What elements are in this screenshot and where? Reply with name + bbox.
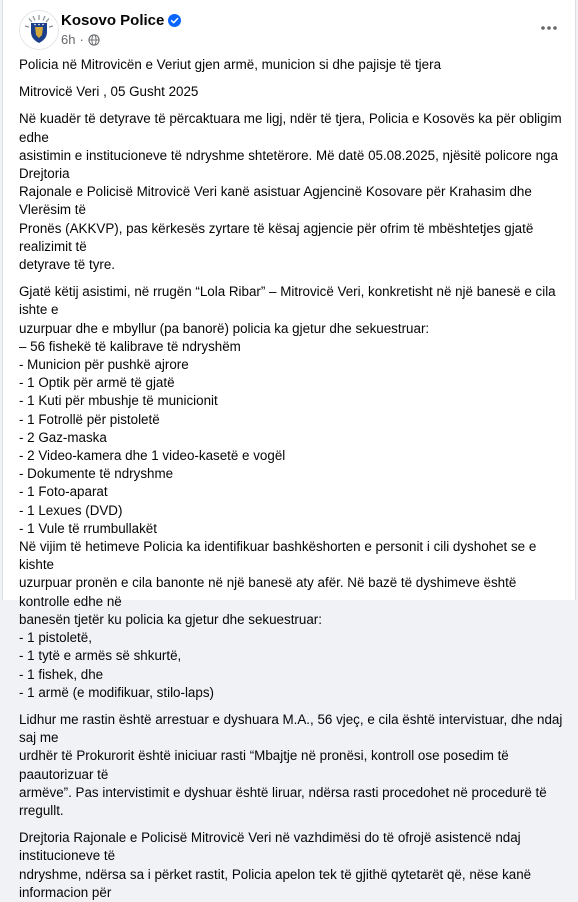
page-name[interactable]: Kosovo Police [61, 12, 165, 29]
page-avatar[interactable] [19, 10, 59, 50]
post-paragraph: Drejtoria Rajonale e Policisë Mitrovicë Veri në vazhdimësi do të ofrojë asistencë ndaj institucioneve të ndryshme, ndërsa sa i përket rastit, Policia apelon tek të gjithë qytetarët që, nëse kanë informacion për [19, 830, 532, 900]
post-paragraph: Lidhur me rastin është arrestuar e dyshuara M.A., 56 vjeç, e cila është intervistuar, dhe ndaj saj me urdhër të Prokurorit është iniciuar rasti “Mbajtje në pronësi, kontroll ose posedim të paautorizuar të armëve”. Pas intervistimit e dyshuar është liruar, ndërsa rasti procedohet në procedurë të rregullt. [19, 711, 563, 818]
post-meta [61, 32, 100, 47]
post-paragraph-seizure-list: Gjatë këtij asistimi, në rrugën “Lola Ribar” – Mitrovicë Veri, konkretisht në një banesë e cila ishte e uzurpuar dhe e mbyllur (pa banorë) policia ka gjetur dhe sekuestruar: – 56 fishekë të kalibrave të ndryshëm - Municion për pushkë ajrore - 1 Optik për armë të gjatë - 1 Kuti për mbushje të municionit - 1 Fotrollë për pistoletë - 2 Gaz-maska - 2 Video-kamera dhe 1 video-kasetë e vogël - Dokumente të ndryshme - 1 Foto-aparat - 1 Lexues (DVD) - 1 Vule të rrumbullakët Në vijim të hetimeve Policia ka identifikuar bashkëshorten e personit i cili dyshohet se e kishte uzurpuar pronën e cila banonte në një banesë aty afër. Në bazë të dyshimeve është kontrolle edhe në banesën tjetër ku policia ka gjetur dhe sekuestruar: - 1 pistoletë, - 1 tytë e armës së shkurtë, - 1 fishek, dhe - 1 armë (e modifikuar, stilo-laps) [19, 284, 556, 700]
post-header [3, 0, 575, 52]
more-options-icon [541, 26, 557, 30]
page-name-link[interactable] [61, 12, 181, 29]
kosovo-police-logo [20, 11, 58, 49]
post-dateline: Mitrovicë Veri , 05 Gusht 2025 [19, 84, 199, 100]
more-options-button[interactable] [533, 16, 565, 40]
post-timestamp[interactable]: 6h [61, 32, 76, 47]
post-title: Policia në Mitrovicën e Veriut gjen armë, municion si dhe pajisje të tjera [19, 57, 442, 72]
globe-icon[interactable] [88, 34, 100, 46]
post-card [2, 0, 576, 900]
post-paragraph: Në kuadër të detyrave të përcaktuara me ligj, ndër të tjera, Policia e Kosovës ka për obligim edhe asistimin e institucioneve të ndryshme shtetërore. Më datë 05.08.2025, njësitë policore nga Drejtoria Rajonale e Policisë Mitrovicë Veri kanë asistuar Agjencinë Kosovare për Krahasim dhe Vlerësim të Pronës (AKKVP), pas kërkesës zyrtare të kësaj agjencie për ofrim të mbështetjes gjatë realizimit të detyrave të tyre. [19, 111, 562, 273]
meta-separator: · [79, 32, 84, 47]
verified-badge-icon [168, 14, 181, 27]
post-text [19, 52, 567, 902]
